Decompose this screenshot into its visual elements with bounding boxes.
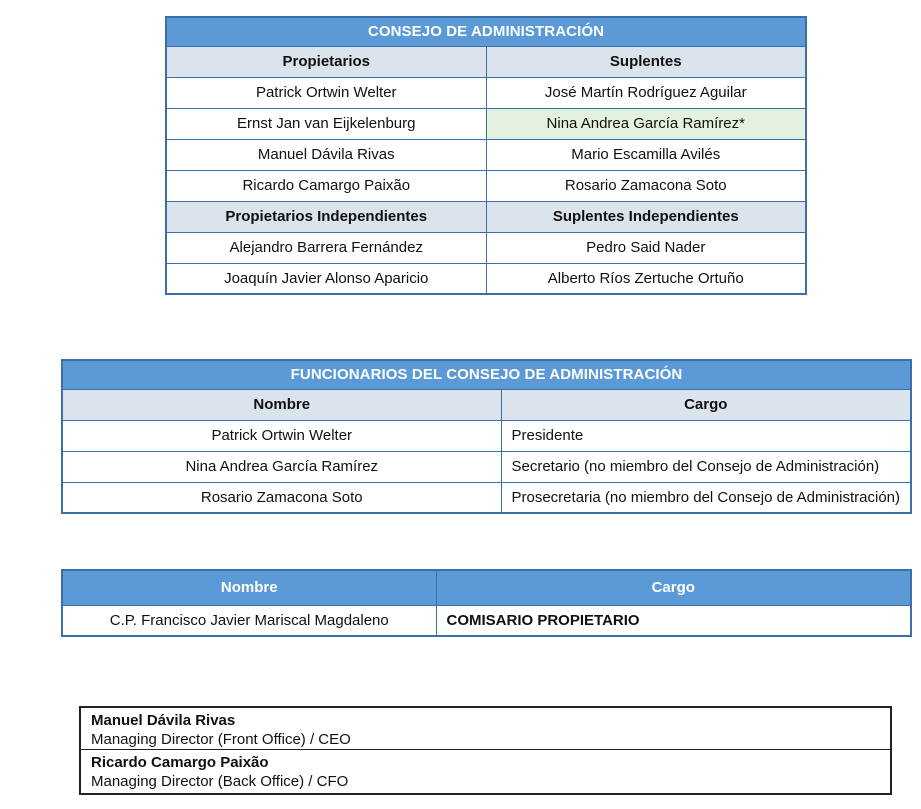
- table-row: [166, 77, 806, 108]
- commissioner-table: [61, 569, 912, 637]
- board-title: CONSEJO DE ADMINISTRACIÓN: [166, 17, 806, 46]
- table-row: [166, 170, 806, 201]
- table-row: [166, 139, 806, 170]
- officers-title-row: [62, 360, 911, 389]
- officer-role: Presidente: [501, 420, 911, 451]
- officer-role: Prosecretaria (no miembro del Consejo de Administración): [501, 482, 911, 513]
- column-header-cargo: Cargo: [436, 570, 911, 605]
- commissioner-role: COMISARIO PROPIETARIO: [436, 605, 911, 636]
- executive-entry: [81, 708, 890, 749]
- column-header-propietarios: Propietarios: [166, 46, 486, 77]
- officers-table: [61, 359, 912, 514]
- table-row: [62, 605, 911, 636]
- commissioner-name: C.P. Francisco Javier Mariscal Magdaleno: [62, 605, 436, 636]
- commissioner-header-row: [62, 570, 911, 605]
- owner-name: Patrick Ortwin Welter: [166, 77, 486, 108]
- executive-name: Manuel Dávila Rivas: [91, 712, 236, 729]
- officer-name: Patrick Ortwin Welter: [62, 420, 501, 451]
- table-row: [62, 451, 911, 482]
- officer-name: Nina Andrea García Ramírez: [62, 451, 501, 482]
- owner-name: Ernst Jan van Eijkelenburg: [166, 108, 486, 139]
- independent-header-row: [166, 201, 806, 232]
- owner-name: Ricardo Camargo Paixão: [166, 170, 486, 201]
- alternate-name: José Martín Rodríguez Aguilar: [486, 77, 806, 108]
- alternate-name: Mario Escamilla Avilés: [486, 139, 806, 170]
- executive-name: Ricardo Camargo Paixão: [91, 754, 269, 771]
- executive-entry: [81, 749, 890, 791]
- alternate-name: Rosario Zamacona Soto: [486, 170, 806, 201]
- executive-role: Managing Director (Back Office) / CFO: [91, 773, 349, 790]
- independent-owner-name: Alejandro Barrera Fernández: [166, 232, 486, 263]
- officers-header-row: [62, 389, 911, 420]
- column-header-nombre: Nombre: [62, 389, 501, 420]
- officers-title: FUNCIONARIOS DEL CONSEJO DE ADMINISTRACIÓN: [62, 360, 911, 389]
- owner-name: Manuel Dávila Rivas: [166, 139, 486, 170]
- independent-owner-name: Joaquín Javier Alonso Aparicio: [166, 263, 486, 294]
- board-header-row: [166, 46, 806, 77]
- column-header-propietarios-independientes: Propietarios Independientes: [166, 201, 486, 232]
- executives-box: [79, 706, 892, 795]
- column-header-suplentes: Suplentes: [486, 46, 806, 77]
- table-row: [166, 232, 806, 263]
- column-header-nombre: Nombre: [62, 570, 436, 605]
- executive-role: Managing Director (Front Office) / CEO: [91, 731, 351, 748]
- column-header-cargo: Cargo: [501, 389, 911, 420]
- officer-role: Secretario (no miembro del Consejo de Administración): [501, 451, 911, 482]
- column-header-suplentes-independientes: Suplentes Independientes: [486, 201, 806, 232]
- table-row: [166, 263, 806, 294]
- independent-alternate-name: Pedro Said Nader: [486, 232, 806, 263]
- board-table: [165, 16, 807, 295]
- table-row: [62, 420, 911, 451]
- board-title-row: [166, 17, 806, 46]
- table-row: [62, 482, 911, 513]
- table-row: [166, 108, 806, 139]
- alternate-name-highlighted: Nina Andrea García Ramírez*: [486, 108, 806, 139]
- officer-name: Rosario Zamacona Soto: [62, 482, 501, 513]
- independent-alternate-name: Alberto Ríos Zertuche Ortuño: [486, 263, 806, 294]
